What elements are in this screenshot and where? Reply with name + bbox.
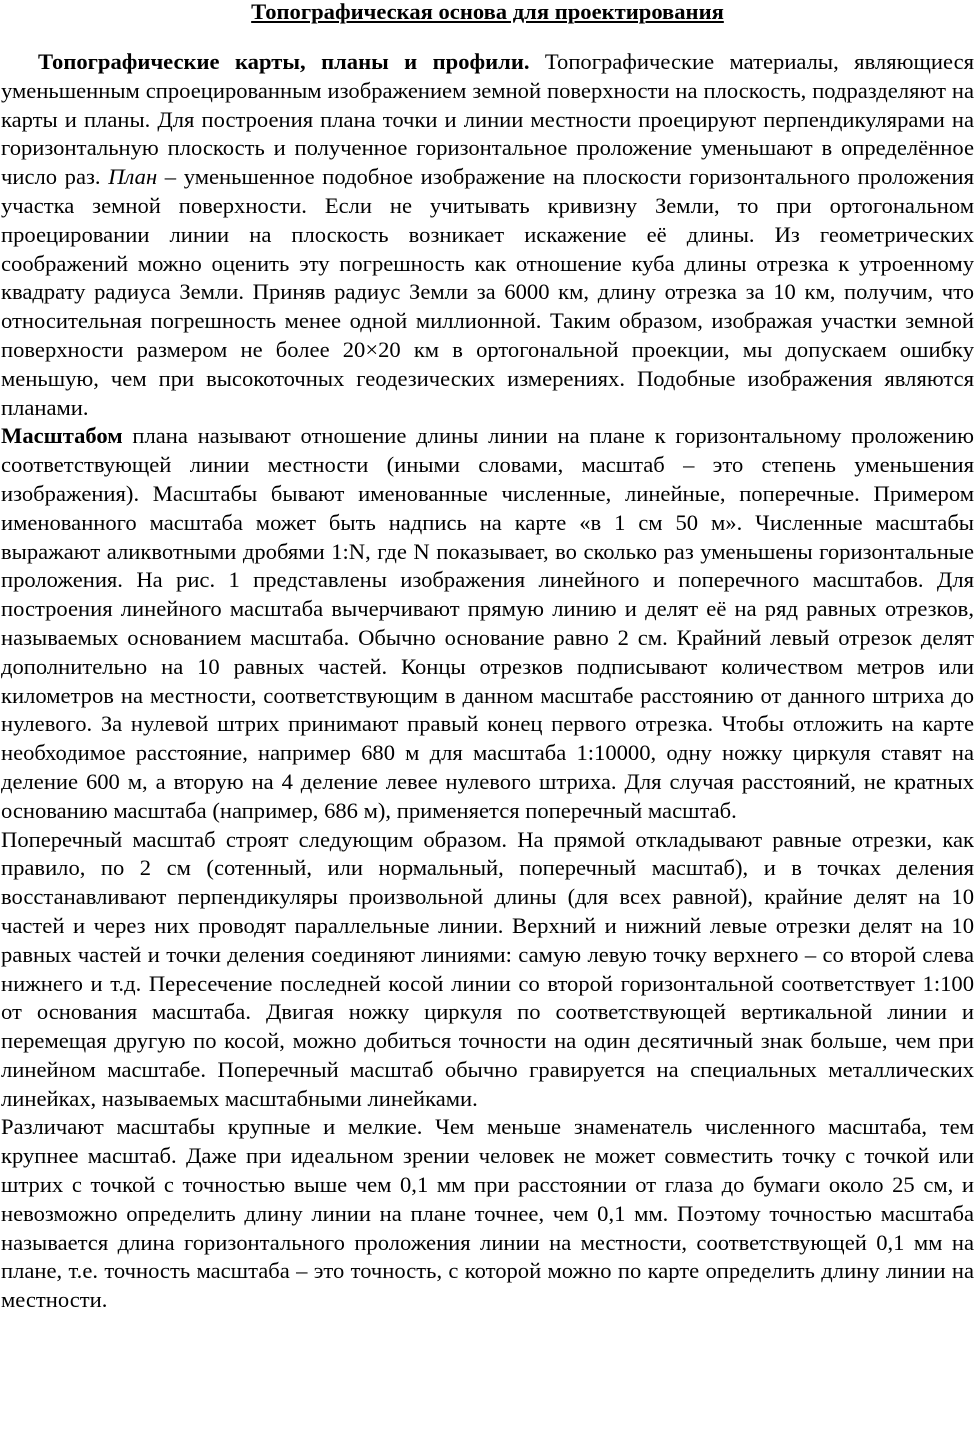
term-plan: План — [108, 164, 158, 190]
paragraph-scale — [1, 422, 974, 825]
paragraph-transverse-scale: Поперечный масштаб строят следующим образом. На прямой откладывают равные отрезки, как правило, по 2 см (сотенный, или нормальный, поперечный масштаб), и в точках деления восстанавливают перпендикуляры произвольной длины (для всех равной), крайние делят на 10 частей и через них проводят параллельные линии. Верхний и нижний левые отрезки делят на 10 равных частей и точки деления соединяют линиями: самую левую точку верхнего – со второй слева нижнего и т.д. Пересечение последней косой линии со второй горизонтальной соответствует 1:100 от основания масштаба. Двигая ножку циркуля по соответствующей вертикальной линии и перемещая другую по косой, можно добиться точности на один десятичный знак больше, чем при линейном масштабе. Поперечный масштаб обычно гравируется на специальных металлических линейках, называемых масштабными линейками. — [1, 826, 974, 1111]
document-title: Топографическая основа для проектирования — [251, 0, 724, 24]
paragraph-lead-topographic: Топографические карты, планы и профили. — [38, 49, 530, 74]
paragraph-scale-accuracy: Различают масштабы крупные и мелкие. Чем меньше знаменатель численного масштаба, тем крупнее масштаб. Даже при идеальном зрении человек не может совместить точку с точкой или штрих с точкой с точностью выше чем 0,1 мм при расстоянии от глаза до бумаги около 25 см, и невозможно определить длину линии на плане точнее, чем 0,1 мм. Поэтому точностью масштаба называется длина горизонтального проложения линии на местности, соответствующей 0,1 мм на плане, т.е. точность масштаба – это точность, с которой можно по карте определить длину линии на местности. — [1, 1114, 974, 1313]
paragraph-topographic-maps — [1, 48, 974, 422]
paragraph-text: – уменьшенное подобное изображение на плоскости горизонтального проложения участка земной поверхности. Если не учитывать кривизну Земли, то при ортогональном проецировании линии на плоскость возникает искажение её длины. Из геометрических соображений можно оценить эту погрешность как отношение куба длины отрезка к утроенному квадрату радиуса Земли. Приняв радиус Земли за 6000 км, длину отрезка за 10 км, получим, что относительная погрешность менее одной миллионной. Таким образом, изображая участки земной поверхности размером не более 20×20 км в ортогональной проекции, мы допускаем ошибку меньшую, чем при высокоточных геодезических измерениях. Подобные изображения являются планами. — [1, 164, 974, 420]
paragraph-text: Топографические материалы, являющиеся уменьшенным спроецированным изображением земной поверхности на плоскость, подразделяют на карты и планы. Для построения плана точки и линии местности проецируют перпендикулярами на горизонтальную плоскость и полученное горизонтальное проложение уменьшают в определённое число раз. — [1, 49, 974, 190]
paragraph-text: плана называют отношение длины линии на плане к горизонтальному проложению соответствующей линии местности (иными словами, масштаб – это степень уменьшения изображения). Масштабы бывают именованные численные, линейные, поперечные. Примером именованного масштаба может быть надпись на карте «в 1 см 50 м». Численные масштабы выражают аликвотными дробями 1:N, где N показывает, во сколько раз уменьшены горизонтальные проложения. На рис. 1 представлены изображения линейного и поперечного масштабов. Для построения линейного масштаба вычерчивают прямую линию и делят её на ряд равных отрезков, называемых основанием масштаба. Обычно основание равно 2 см. Крайний левый отрезок делят дополнительно на 10 равных частей. Концы отрезков подписывают количеством метров или километров на местности, соответствующим в данном масштабе расстоянию от данного штриха до нулевого. За нулевой штрих принимают правый конец первого отрезка. Чтобы отложить на карте необходимое расстояние, например 680 м для масштаба 1:10000, одну ножку циркуля ставят на деление 600 м, а вторую на 4 деление левее нулевого штриха. Для случая расстояний, не кратных основанию масштаба (например, 686 м), применяется поперечный масштаб. — [1, 423, 974, 823]
paragraph-lead-scale: Масштабом — [1, 423, 123, 449]
